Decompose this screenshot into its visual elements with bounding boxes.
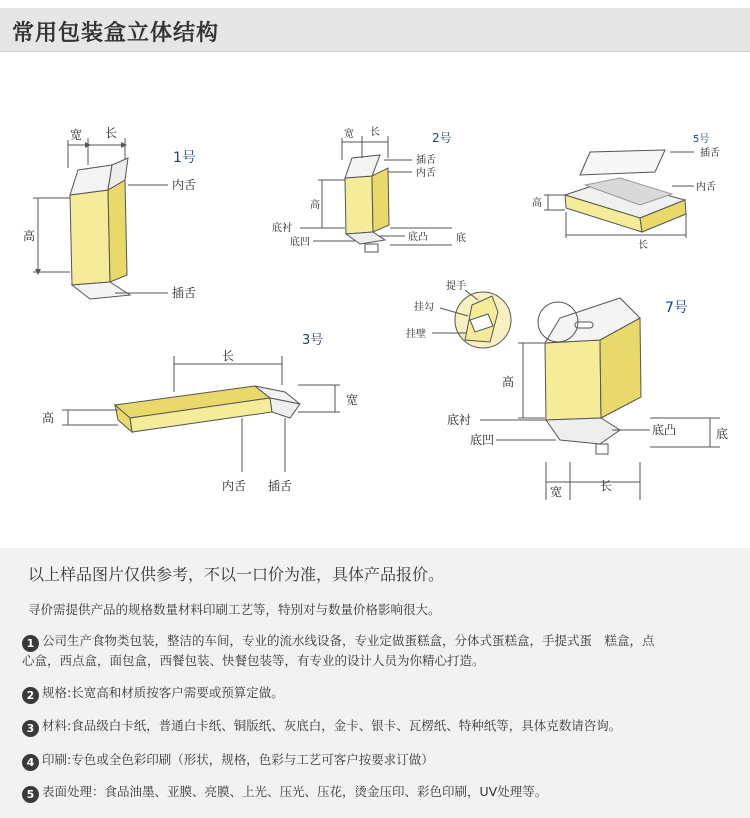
box-7 <box>406 279 728 500</box>
box2-bottom-label: 底 <box>456 233 466 244</box>
box2-bottom-concave-label: 底凹 <box>290 237 310 248</box>
box5-height-label: 高 <box>532 198 542 209</box>
box7-number: 7号 <box>665 300 688 316</box>
info-item-text: 公司生产食物类包装，整洁的车间，专业的流水线设备，专业定做蛋糕盒，分体式蛋糕盒，手提式蛋 糕盒，点 <box>42 633 655 648</box>
box7-hook-label: 挂勾 <box>414 302 434 313</box>
page-title: 常用包装盒立体结构 <box>12 21 220 46</box>
box2-bottom-convex-label: 底凸 <box>408 232 428 243</box>
box3-width-label: 宽 <box>346 393 359 407</box>
info-item-text: 规格:长宽高和材质按客户需要或预算定做。 <box>42 685 284 700</box>
box1-height-label: 高 <box>23 229 36 243</box>
box-2 <box>272 126 466 252</box>
number-badge: 3 <box>22 720 39 737</box>
info-item-4 <box>22 751 744 771</box>
box7-bottom-liner-label: 底衬 <box>447 413 472 427</box>
box2-height-label: 高 <box>310 200 320 211</box>
info-item-text: 表面处理：食品油墨、亚膜、亮膜、上光、压光、压花，烫金压印、彩色印刷，UV处理等。 <box>42 784 548 799</box>
box-5 <box>532 133 720 251</box>
box7-length-label: 长 <box>600 479 613 493</box>
box5-length-label: 长 <box>638 240 648 251</box>
reference-note: 以上样品图片仅供参考，不以一口价为准，具体产品报价。 <box>28 565 445 584</box>
title-bar <box>0 8 750 52</box>
box7-bottom-label: 底 <box>716 427 729 441</box>
box7-bottom-convex-label: 底凸 <box>652 423 677 437</box>
info-item-text: 印刷:专色或全色彩印刷（形状，规格，色彩与工艺可客户按要求订做） <box>42 752 434 767</box>
box3-insert-tongue-label: 插舌 <box>268 479 293 493</box>
box-diagrams <box>0 60 750 540</box>
box1-insert-tongue-label: 插舌 <box>172 286 197 300</box>
box2-number: 2号 <box>432 131 452 145</box>
box-1 <box>23 126 196 300</box>
box2-inner-tongue-label: 内舌 <box>416 168 436 179</box>
box1-number: 1号 <box>173 150 196 166</box>
box1-width-label: 宽 <box>70 128 83 142</box>
box2-insert-tongue-label: 插舌 <box>416 155 436 166</box>
info-item-5 <box>22 783 744 803</box>
box5-insert-tongue-label: 插舌 <box>700 148 720 159</box>
box1-inner-tongue-label: 内舌 <box>172 178 197 192</box>
info-item-text: 材料:食品级白卡纸，普通白卡纸、铜版纸、灰底白，金卡、银卡、瓦楞纸、特种纸等，具体克数请咨询。 <box>42 718 622 733</box>
box3-length-label: 长 <box>222 349 235 363</box>
box7-bottom-concave-label: 底凹 <box>470 433 495 447</box>
number-badge: 5 <box>22 786 39 803</box>
number-badge: 2 <box>22 687 39 704</box>
box3-number: 3号 <box>302 333 324 348</box>
inquiry-note: 寻价需提供产品的规格数量材料印刷工艺等，特别对与数量价格影响很大。 <box>28 602 441 617</box>
box7-width-label: 宽 <box>550 485 563 499</box>
box5-number: 5号 <box>693 134 710 145</box>
box2-width-label: 宽 <box>344 129 354 140</box>
info-item-3 <box>22 717 744 737</box>
box3-height-label: 高 <box>42 411 55 425</box>
box2-length-label: 长 <box>370 127 380 138</box>
number-badge: 4 <box>22 754 39 771</box>
box7-height-label: 高 <box>502 375 515 389</box>
box5-inner-tongue-label: 内舌 <box>696 182 716 193</box>
box2-bottom-liner-label: 底衬 <box>272 223 292 234</box>
box3-inner-tongue-label: 内舌 <box>222 479 247 493</box>
number-badge: 1 <box>22 635 39 652</box>
box1-length-label: 长 <box>105 126 118 140</box>
info-item-1 <box>22 632 744 670</box>
box7-hook-wall-label: 挂壁 <box>406 329 426 340</box>
info-item-2 <box>22 684 744 704</box>
box-3 <box>42 333 358 493</box>
info-item-text-continued: 心盒，西点盒，面包盒，西餐包装、快餐包装等，有专业的设计人员为你精心打造。 <box>22 653 485 668</box>
info-panel <box>0 548 750 818</box>
structure-illustration <box>0 60 750 540</box>
box7-handle-label: 提手 <box>446 281 466 292</box>
